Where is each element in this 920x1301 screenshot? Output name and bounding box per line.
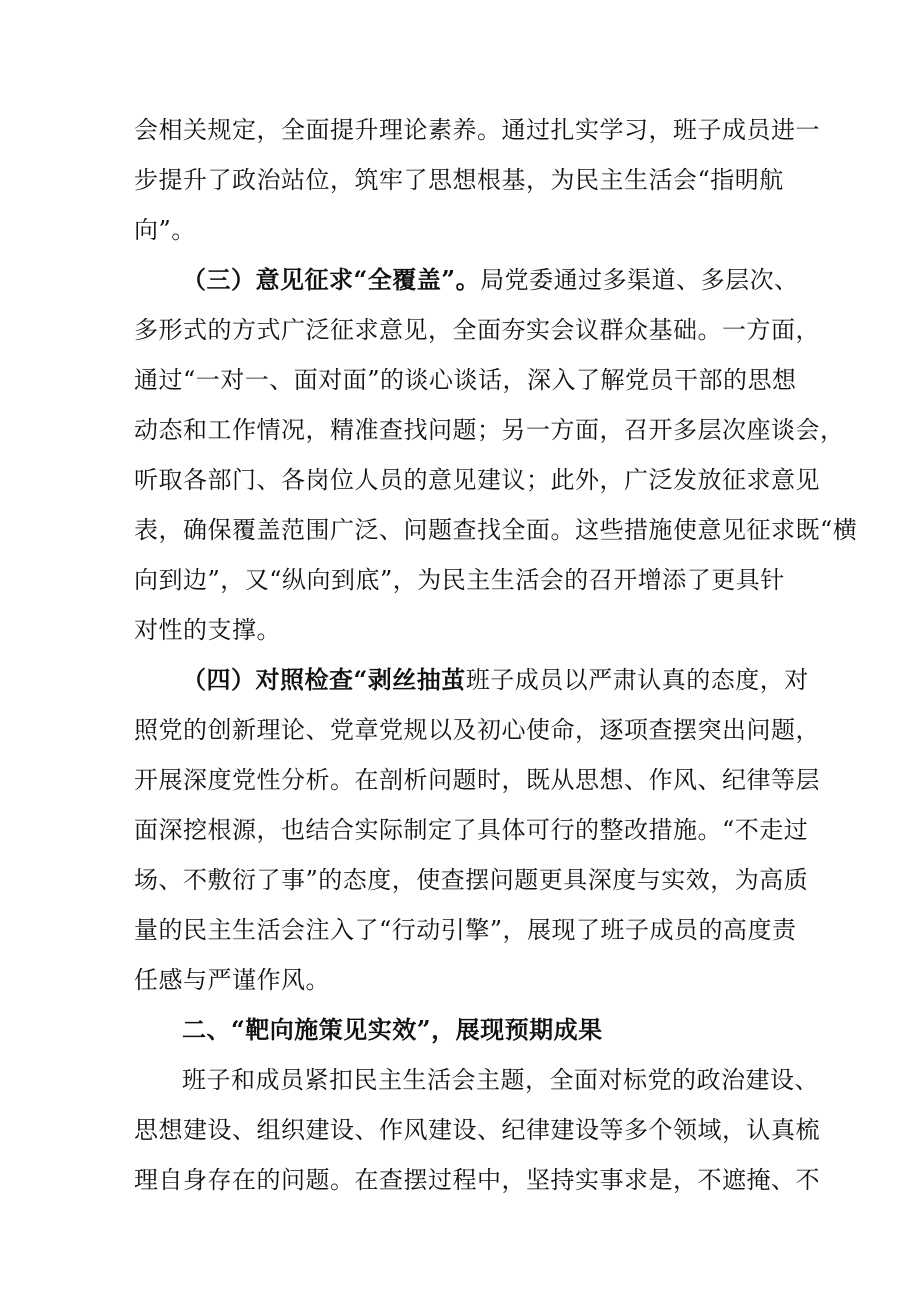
text-run: 步提升了政治站位，筑牢了思想根基，为民主生活会“指明航 [134,166,784,194]
text-line [134,612,794,648]
chapter-heading: 二、“靶向施策见实效”，展现预期成果 [182,1015,603,1044]
text-line [134,312,820,348]
section-heading: （四）对照检查“剥丝抽茧 [182,665,466,694]
text-line [134,862,809,898]
text-run: 表，确保覆盖范围广泛、问题查找全面。这些措施使意见征求既“横 [134,516,858,544]
text-run: 班子成员以严肃认真的态度，对 [465,666,809,694]
text-run: 对性的支撑。 [134,616,281,644]
text-line [182,262,799,298]
text-line [134,812,809,848]
text-line [182,1062,819,1098]
text-line [134,212,794,248]
text-line [134,762,820,798]
text-run: 场、不敷衍了事”的态度，使查摆问题更具深度与实效，为高质 [134,866,809,894]
text-run: 思想建设、组织建设、作风建设、纪律建设等多个领域，认真梳 [134,1116,820,1144]
text-line [182,1012,794,1048]
text-run: 理自身存在的问题。在查摆过程中，坚持实事求是，不遮掩、不 [134,1166,820,1194]
section-heading: （三）意见征求“全覆盖”。 [182,265,481,294]
text-line [134,962,794,998]
text-line [134,712,820,748]
text-run: 开展深度党性分析。在剖析问题时，既从思想、作风、纪律等层 [134,766,820,794]
text-line [134,1162,820,1198]
text-run: 照党的创新理论、党章党规以及初心使命，逐项查摆突出问题， [134,716,820,744]
text-line [134,512,858,548]
text-run: 向到边”，又“纵向到底”，为民主生活会的召开增添了更具针 [134,566,785,594]
text-line [134,112,820,148]
text-run: 班子和成员紧扣民主生活会主题，全面对标党的政治建设、 [182,1066,819,1094]
text-line [134,412,845,448]
text-run: 通过“一对一、面对面”的谈心谈话，深入了解党员干部的思想 [134,366,797,394]
text-line [134,362,797,398]
text-line [134,1112,820,1148]
text-run: 任感与严谨作风。 [134,966,330,994]
text-run: 听取各部门、各岗位人员的意见建议；此外，广泛发放征求意见 [134,466,820,494]
text-line [134,162,794,198]
text-run: 动态和工作情况，精准查找问题；另一方面，召开多层次座谈会， [134,416,845,444]
text-line [134,912,797,948]
text-run: 会相关规定，全面提升理论素养。通过扎实学习，班子成员进一 [134,116,820,144]
text-run: 量的民主生活会注入了“行动引擎”，展现了班子成员的高度责 [134,916,797,944]
text-run: 局党委通过多渠道、多层次、 [480,266,799,294]
text-run: 面深挖根源，也结合实际制定了具体可行的整改措施。“不走过 [134,816,809,844]
text-line [134,462,820,498]
text-run: 向”。 [134,216,196,244]
text-line [134,562,794,598]
text-run: 多形式的方式广泛征求意见，全面夯实会议群众基础。一方面， [134,316,820,344]
text-line [182,662,809,698]
